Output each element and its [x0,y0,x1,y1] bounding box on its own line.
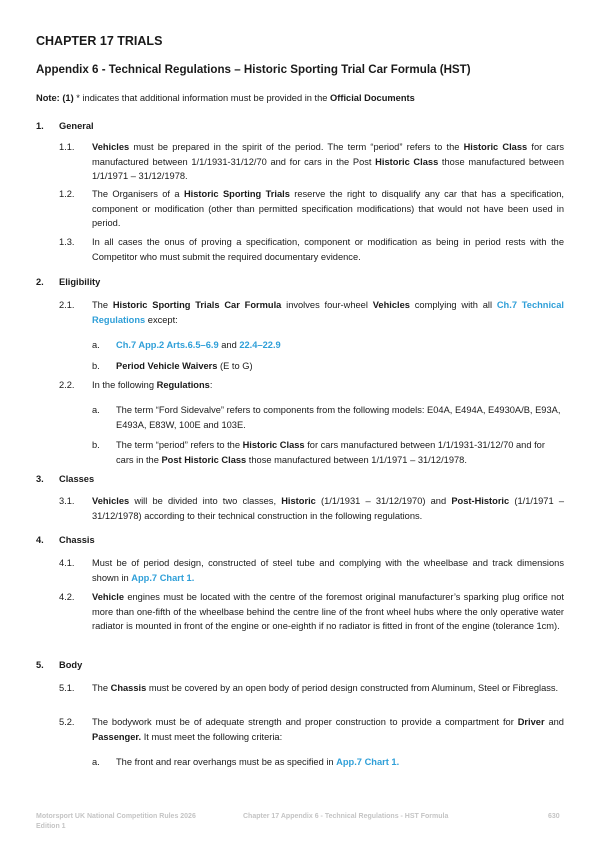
bold-term: Historic Class [463,142,528,152]
footer-center: Chapter 17 Appendix 6 - Technical Regulations - HST Formula [243,813,449,820]
bold-term: Historic Sporting Trials Car Formula [112,300,282,310]
text-run: : [209,380,213,390]
bold-term: Vehicles [92,496,130,506]
paragraph-text [92,140,564,184]
text-run: except: [145,314,178,325]
note [36,93,415,103]
section-body [36,660,82,670]
bold-term: Passenger. [92,731,142,742]
item-text: The term “Ford Sidevalve” refers to components from the following models: E04A, E494A, E4930A/B, E93A, E493A, E83W, 100E and 103E. [116,405,561,430]
text-run: for cars manufactured between 1/1/1931-31/12/70 and for cars in the [116,440,545,465]
section-number: 3. [36,474,44,484]
paragraph-text: In all cases the onus of proving a specification, component or modification as being in period rests with the Competitor who must submit the required documentary evidence. [92,237,564,262]
paragraph-text [92,590,564,634]
section-chassis [36,535,95,545]
bold-term: Post Historic Class [161,454,247,465]
paragraph-number: 1.2. [59,189,75,199]
bold-term: Historic Sporting Trials [183,189,290,199]
paragraph-number: 1.3. [59,237,75,247]
section-title: Classes [59,474,95,484]
section-number: 1. [36,121,44,131]
text-run: (E to G) [217,361,253,371]
section-title: Body [59,660,83,670]
bold-term: Post-Historic [451,496,510,506]
item-letter: a. [92,757,100,767]
paragraph-1-2 [59,187,564,231]
paragraph-number: 5.2. [59,717,75,727]
item-2-2-a [92,403,564,433]
item-text [116,755,564,770]
item-letter: a. [92,340,100,350]
bold-term: Historic [281,496,316,506]
appendix-title: Appendix 6 - Technical Regulations – Historic Sporting Trial Car Formula (HST) [36,63,471,76]
bold-term: Driver [517,717,545,727]
text-run: involves four-wheel [281,300,373,310]
paragraph-number: 2.1. [59,300,75,310]
item-text [116,438,564,467]
paragraph-3-1 [59,494,564,524]
link-ch7-app2-arts[interactable]: Ch.7 App.2 Arts.6.5–6.9 [116,340,219,350]
paragraph-2-1 [59,298,564,328]
section-eligibility [36,277,100,287]
paragraph-1-3 [59,235,564,265]
paragraph-2-2 [59,378,564,393]
text-run: reserve the right to disqualify any car that has a specification, component or modification (other than permitted specification modifications) that would not have been used in period. [92,189,564,228]
section-title: General [59,121,94,131]
bold-term: Vehicles [92,142,130,152]
section-title: Eligibility [59,277,101,287]
note-text: * indicates that additional information must be provided in the [73,93,331,103]
paragraph-text [92,378,564,393]
paragraph-number: 4.2. [59,592,75,602]
paragraph-1-1 [59,140,564,184]
paragraph-4-2 [59,590,564,649]
text-run: and [544,717,564,727]
text-run: Must be of period design, constructed of steel tube and complying with the wheelbase and track dimensions shown in [92,558,564,583]
paragraph-number: 2.2. [59,380,75,390]
footer-left [36,812,196,832]
bold-term: Historic Class [375,156,439,167]
text-run: must be prepared in the spirit of the period. The term “period” refers to the [129,142,464,152]
paragraph-number: 5.1. [59,683,75,693]
paragraph-text [92,298,564,327]
item-2-1-b [92,359,564,374]
text-run: (1/1/1931 – 31/12/1970) and [315,496,452,506]
text-run: those manufactured between 1/1/1971 – 31/12/1978. [92,156,564,181]
paragraph-number: 3.1. [59,496,75,506]
item-text [116,359,564,374]
link-ch7-technical-regulations[interactable]: Ch.7 Technical Regulations [92,300,564,325]
link-22-4-22-9[interactable]: 22.4–22.9 [239,340,281,350]
text-run: In the following [92,380,157,390]
item-letter: b. [92,440,100,450]
paragraph-5-2 [59,715,564,745]
bold-term: Vehicle [92,592,125,602]
bold-term: Period Vehicle Waivers [116,361,218,371]
text-run: those manufactured between 1/1/1971 – 31/12/1978. [246,454,467,465]
text-run: The Organisers of a [92,189,184,199]
text-run: complying with all [409,300,497,310]
link-app7-chart1[interactable]: App.7 Chart 1. [131,572,195,583]
paragraph-number: 1.1. [59,142,75,152]
paragraph-5-1 [59,681,564,711]
item-2-2-b [92,438,564,468]
text-run: will be divided into two classes, [129,496,282,506]
item-text [116,338,564,353]
paragraph-text [92,556,564,585]
paragraph-text [92,715,564,744]
text-run: engines must be located with the centre of the foremost original manufacturer’s sparking plug orifice not more than one-fifth of the wheelbase behind the centre line of the front wheel hubs where the only operative water radiator is mounted in front of the engine or one-eighth if no radiator is fitted in front of the engine (tolerance 1cm). [92,592,564,631]
text-run: must be covered by an open body of period design constructed from Aluminum, Steel or Fibreglass. [146,683,559,693]
item-2-1-a [92,338,564,353]
footer-publication: Motorsport UK National Competition Rules 2026 [36,813,196,820]
text-run: for cars manufactured between 1/1/1931-31/12/70 and for cars in the Post [92,142,564,167]
bold-term: Chassis [110,683,147,693]
section-number: 2. [36,277,44,287]
item-letter: a. [92,405,100,415]
text-run: (1/1/1971 – 31/12/1978) according to their technical construction in the following regulations. [92,496,564,521]
item-5-2-a [92,755,564,770]
section-classes [36,474,94,484]
link-app7-chart1[interactable]: App.7 Chart 1. [336,757,400,767]
section-number: 4. [36,535,44,545]
text-run: and [218,340,240,350]
text-run: The [92,300,113,310]
footer-edition: Edition 1 [36,823,66,830]
bold-term: Vehicles [372,300,410,310]
footer-page-number: 630 [548,813,560,820]
item-letter: b. [92,361,100,371]
section-title: Chassis [59,535,95,545]
text-run: The [92,683,111,693]
text-run: It must meet the following criteria: [141,731,283,742]
section-general [36,121,94,131]
bold-term: Regulations [156,380,210,390]
paragraph-4-1 [59,556,564,586]
paragraph-text [92,187,564,231]
note-official-documents: Official Documents [330,93,415,103]
paragraph-text [92,494,564,523]
paragraph-number: 4.1. [59,558,75,568]
paragraph-text [92,681,564,696]
section-number: 5. [36,660,44,670]
note-prefix: Note: (1) [36,93,74,103]
chapter-title: CHAPTER 17 TRIALS [36,34,163,48]
text-run: The term “period” refers to the [116,440,243,450]
text-run: The front and rear overhangs must be as specified in [116,757,337,767]
bold-term: Historic Class [242,440,305,450]
text-run: The bodywork must be of adequate strength and proper construction to provide a compartment for [92,717,518,727]
